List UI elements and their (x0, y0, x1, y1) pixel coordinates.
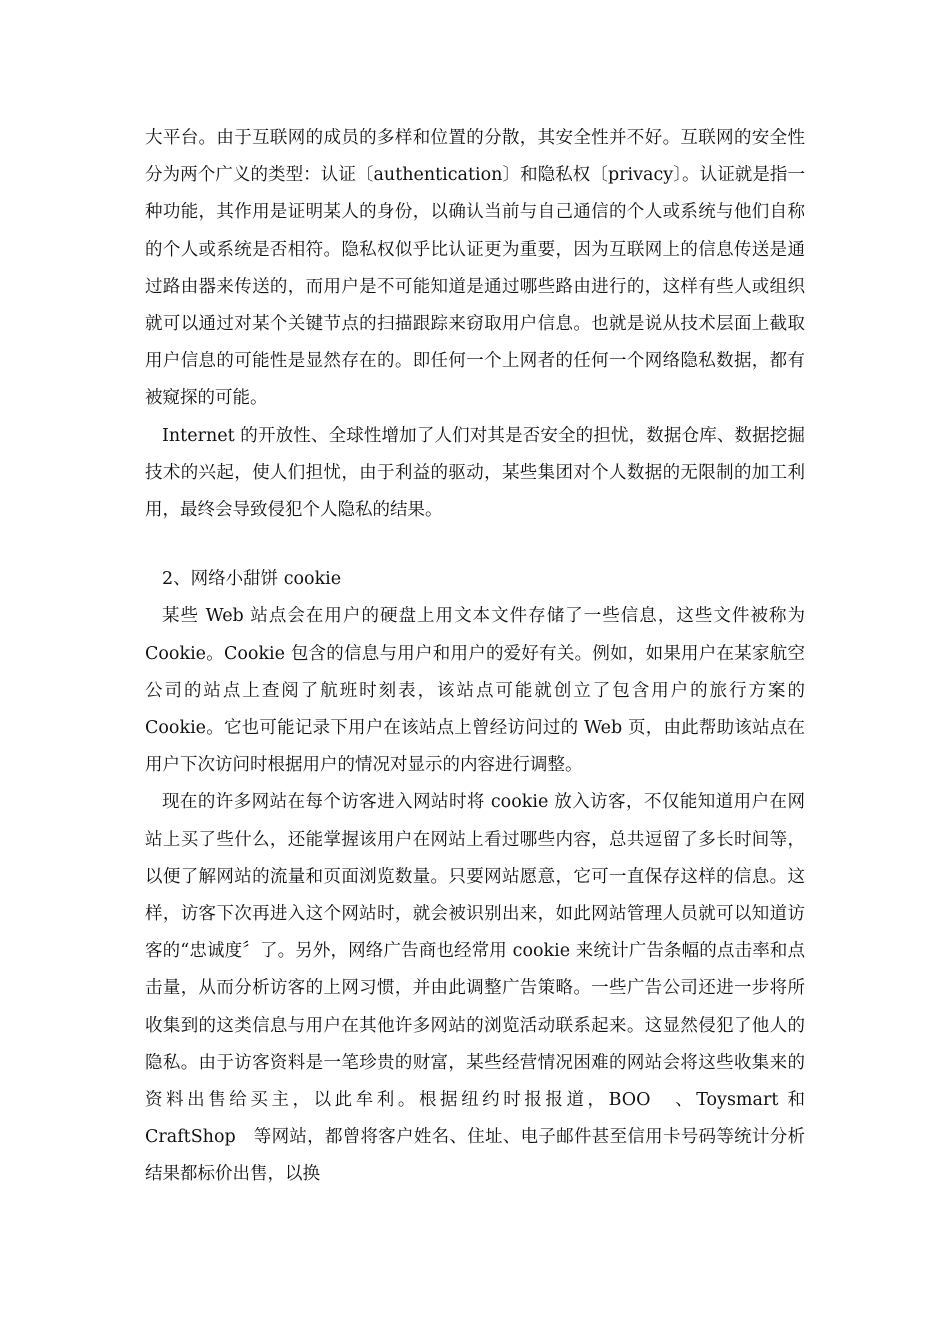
section-heading-cookie: 2、网络小甜饼 cookie (162, 569, 342, 590)
paragraph-cookie-definition: 某些 Web 站点会在用户的硬盘上用文本文件存储了一些信息，这些文件被称为 Cookie。Cookie 包含的信息与用户和用户的爱好有关。例如，如果用户在某家航空公司的站点上查阅了航班时刻表，该站点可能就创立了包含用户的旅行方案的 Cookie。它也可能记录下用户在该站点上曾经访问过的 Web 页，由此帮助该站点在用户下次访问时根据用户的情况对显示的内容进行调整。 (145, 606, 805, 776)
paragraph-cookie-privacy: 现在的许多网站在每个访客进入网站时将 cookie 放入访客，不仅能知道用户在网站上买了些什么，还能掌握该用户在网站上看过哪些内容，总共逗留了多长时间等，以便了解网站的流量和页面浏览数量。只要网站愿意，它可一直保存这样的信息。这样，访客下次再进入这个网站时，就会被识别出来，如此网站管理人员就可以知道访客的“忠诚度〞了。另外，网络广告商也经常用 cookie 来统计广告条幅的点击率和点击量，从而分析访客的上网习惯，并由此调整广告策略。一些广告公司还进一步将所收集到的这类信息与用户在其他许多网站的浏览活动联系起来。这显然侵犯了他人的隐私。由于访客资料是一笔珍贵的财富，某些经营情况困难的网站会将这些收集来的资料出售给买主，以此牟利。根据纽约时报报道，BOO 、Toysmart 和 CraftShop 等网站，都曾将客户姓名、住址、电子邮件甚至信用卡号码等统计分析结果都标价出售，以换 (145, 792, 805, 1185)
paragraph-continued: 大平台。由于互联网的成员的多样和位置的分散，其安全性并不好。互联网的安全性分为两个广义的类型：认证〔authentication〕和隐私权〔privacy〕。认证就是指一种功能，其作用是证明某人的身份，以确认当前与自己通信的个人或系统与他们自称的个人或系统是否相符。隐私权似乎比认证更为重要，因为互联网上的信息传送是通过路由器来传送的，而用户是不可能知道是通过哪些路由进行的，这样有些人或组织就可以通过对某个关键节点的扫描跟踪来窃取用户信息。也就是说从技术层面上截取用户信息的可能性是显然存在的。即任何一个上网者的任何一个网络隐私数据，都有被窥探的可能。 (145, 128, 805, 409)
document-page (145, 120, 805, 1194)
paragraph-internet-openness: Internet 的开放性、全球性增加了人们对其是否安全的担忧，数据仓库、数据挖掘技术的兴起，使人们担忧，由于利益的驱动，某些集团对个人数据的无限制的加工利用，最终会导致侵犯个人隐私的结果。 (145, 425, 805, 521)
